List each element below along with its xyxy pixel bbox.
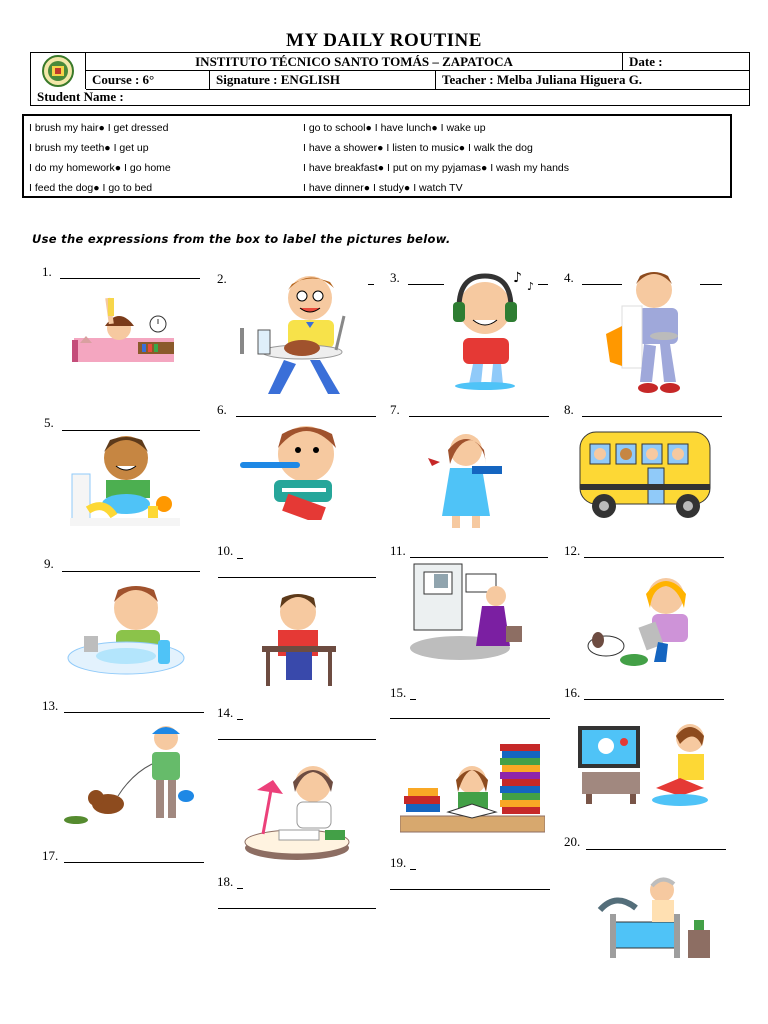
expr-row-right-2: I have a shower● I listen to music● I walk the dog: [303, 142, 533, 154]
item-number-14: 14.: [217, 705, 234, 720]
picture-school-bus: [576, 428, 714, 522]
expr-row-left-1: I brush my hair● I get dressed: [29, 122, 169, 134]
answer-line-8[interactable]: [582, 416, 722, 417]
course-field: Course : 6°: [92, 72, 155, 87]
answer-line-19a[interactable]: [410, 869, 416, 870]
answer-line-18b[interactable]: [218, 908, 376, 909]
answer-line-18a[interactable]: [237, 888, 243, 889]
picture-books: [400, 740, 545, 834]
header-row-student: [31, 90, 749, 105]
picture-wake-up: [72, 288, 177, 363]
header-row-institute: [86, 53, 749, 71]
item-number-7: 7.: [390, 402, 400, 417]
picture-brush-teeth: [240, 420, 350, 520]
expr-row-left-4: I feed the dog● I go to bed: [29, 182, 153, 194]
item-number-8: 8.: [564, 402, 574, 417]
expr-row-left-3: I do my homework● I go home: [29, 162, 171, 174]
answer-line-9[interactable]: [62, 571, 200, 572]
answer-line-6[interactable]: [236, 416, 376, 417]
expressions-box: [22, 114, 732, 198]
expr-row-right-4: I have dinner● I study● I watch TV: [303, 182, 463, 194]
answer-line-1[interactable]: [60, 278, 200, 279]
picture-listen-to-music: [433, 268, 543, 392]
answer-line-10a[interactable]: [237, 558, 243, 559]
header-table: [30, 52, 750, 106]
item-number-20: 20.: [564, 834, 581, 849]
svg-text:♪: ♪: [513, 270, 522, 286]
instruction-text: Use the expressions from the box to label the pictures below.: [32, 232, 451, 246]
picture-watch-tv: [576, 722, 712, 808]
item-number-6: 6.: [217, 402, 227, 417]
answer-line-5[interactable]: [62, 430, 200, 431]
answer-line-15a[interactable]: [410, 699, 416, 700]
answer-line-2[interactable]: [368, 284, 374, 285]
answer-line-10b[interactable]: [218, 577, 376, 578]
answer-line-7[interactable]: [409, 416, 549, 417]
header-row-course: [86, 71, 749, 90]
item-number-2: 2.: [217, 271, 227, 286]
expr-row-right-3: I have breakfast● I put on my pyjamas● I wash my hands: [303, 162, 570, 174]
item-number-4: 4.: [564, 270, 574, 285]
item-number-1: 1.: [42, 264, 52, 279]
answer-line-13[interactable]: [64, 712, 204, 713]
picture-go-to-bed: [596, 872, 716, 962]
answer-line-11[interactable]: [410, 557, 548, 558]
student-name-field[interactable]: Student Name :: [37, 89, 124, 104]
picture-study: [258, 590, 340, 690]
picture-have-breakfast: [70, 432, 180, 532]
item-number-19: 19.: [390, 855, 407, 870]
picture-feed-dog: [582, 568, 706, 670]
picture-put-on-pyjamas: [604, 266, 696, 398]
signature-field: Signature : ENGLISH: [209, 71, 435, 89]
expr-row-left-2: I brush my teeth● I get up: [29, 142, 149, 154]
item-number-16: 16.: [564, 685, 581, 700]
answer-line-15b[interactable]: [390, 718, 550, 719]
picture-go-to-school: [428, 428, 508, 530]
teacher-field: Teacher : Melba Juliana Higuera G.: [435, 71, 749, 89]
picture-homework: [243, 760, 351, 862]
school-logo: [31, 53, 86, 89]
date-field[interactable]: Date :: [622, 53, 749, 70]
item-number-5: 5.: [44, 415, 54, 430]
answer-line-12[interactable]: [584, 557, 724, 558]
answer-line-16[interactable]: [584, 699, 724, 700]
answer-line-17[interactable]: [64, 862, 204, 863]
item-number-15: 15.: [390, 685, 407, 700]
item-number-3: 3.: [390, 270, 400, 285]
item-number-12: 12.: [564, 543, 581, 558]
item-number-10: 10.: [217, 543, 234, 558]
item-number-13: 13.: [42, 698, 59, 713]
svg-text:♪: ♪: [527, 280, 535, 293]
page-title: MY DAILY ROUTINE: [286, 30, 482, 51]
picture-walk-dog: [62, 724, 194, 826]
picture-wash-hands: [64, 582, 189, 682]
answer-line-14b[interactable]: [218, 739, 376, 740]
item-number-17: 17.: [42, 848, 59, 863]
item-number-9: 9.: [44, 556, 54, 571]
expr-row-right-1: I go to school● I have lunch● I wake up: [303, 122, 486, 134]
answer-line-14a[interactable]: [237, 719, 243, 720]
picture-go-home: [410, 560, 525, 662]
item-number-18: 18.: [217, 874, 234, 889]
picture-have-lunch: [240, 270, 360, 398]
item-number-11: 11.: [390, 543, 406, 558]
answer-line-19b[interactable]: [390, 889, 550, 890]
institute-name: INSTITUTO TÉCNICO SANTO TOMÁS – ZAPATOCA: [195, 54, 513, 69]
answer-line-20[interactable]: [586, 849, 726, 850]
answer-line-4b[interactable]: [700, 284, 722, 285]
